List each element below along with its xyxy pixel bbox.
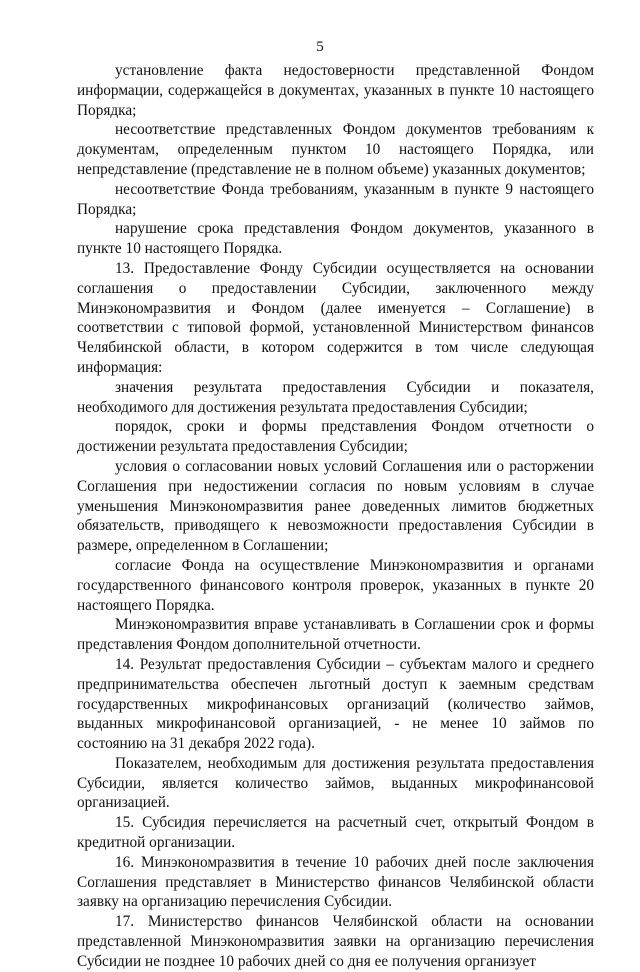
paragraph: нарушение срока представления Фондом документов, указанного в пункте 10 настоящего Порядка. [77,220,594,258]
paragraph: несоответствие Фонда требованиям, указанным в пункте 9 настоящего Порядка; [77,180,594,218]
paragraph: несоответствие представленных Фондом документов требованиям к документам, определенным пунктом 10 настоящего Порядка, или непредставление (представление не в полном объеме) указанных документов; [77,121,594,178]
paragraph: 14. Результат предоставления Субсидии – субъектам малого и среднего предпринимательства обеспечен льготный доступ к заемным средствам государственных микрофинансовых организаций (количество займов, выданных микрофинансовой организацией, - не менее 10 займов по состоянию на 31 декабря 2022 года). [77,655,594,753]
paragraph: условия о согласовании новых условий Соглашения или о расторжении Соглашения при недостижении согласия по новым условиям в случае уменьшения Минэкономразвития ранее доведенных лимитов бюджетных обязательств, приводящего к невозможности предоставления Субсидии в размере, определенном в Соглашении; [77,457,594,555]
paragraph: 16. Минэкономразвития в течение 10 рабочих дней после заключения Соглашения представляет в Министерство финансов Челябинской области заявку на организацию перечисления Субсидии. [77,853,594,911]
document-body [77,61,594,972]
page-number: 5 [316,39,324,55]
paragraph: 17. Министерство финансов Челябинской области на основании представленной Минэкономразвития заявки на организацию перечисления Субсидии не позднее 10 рабочих дней со дня ее получения организует [77,913,594,970]
paragraph: Минэкономразвития вправе устанавливать в Соглашении срок и формы представления Фондом дополнительной отчетности. [77,616,594,654]
paragraph: порядок, сроки и формы представления Фондом отчетности о достижении результата предоставления Субсидии; [77,418,594,456]
paragraph: Показателем, необходимым для достижения результата предоставления Субсидии, является количество займов, выданных микрофинансовой организацией. [77,754,594,812]
paragraph: значения результата предоставления Субсидии и показателя, необходимого для достижения результата предоставления Субсидии; [77,378,594,416]
paragraph: 15. Субсидия перечисляется на расчетный счет, открытый Фондом в кредитной организации. [77,814,594,852]
paragraph: 13. Предоставление Фонду Субсидии осуществляется на основании соглашения о предоставлении Субсидии, заключенного между Минэкономразвития и Фондом (далее именуется – Соглашение) в соответствии с типовой формой, установленной Министерством финансов Челябинской области, в котором содержится в том числе следующая информация: [77,259,594,376]
paragraph: установление факта недостоверности представленной Фондом информации, содержащейся в документах, указанных в пункте 10 настоящего Порядка; [77,62,594,119]
paragraph: согласие Фонда на осуществление Минэкономразвития и органами государственного финансового контроля проверок, указанных в пункте 20 настоящего Порядка. [77,556,594,614]
